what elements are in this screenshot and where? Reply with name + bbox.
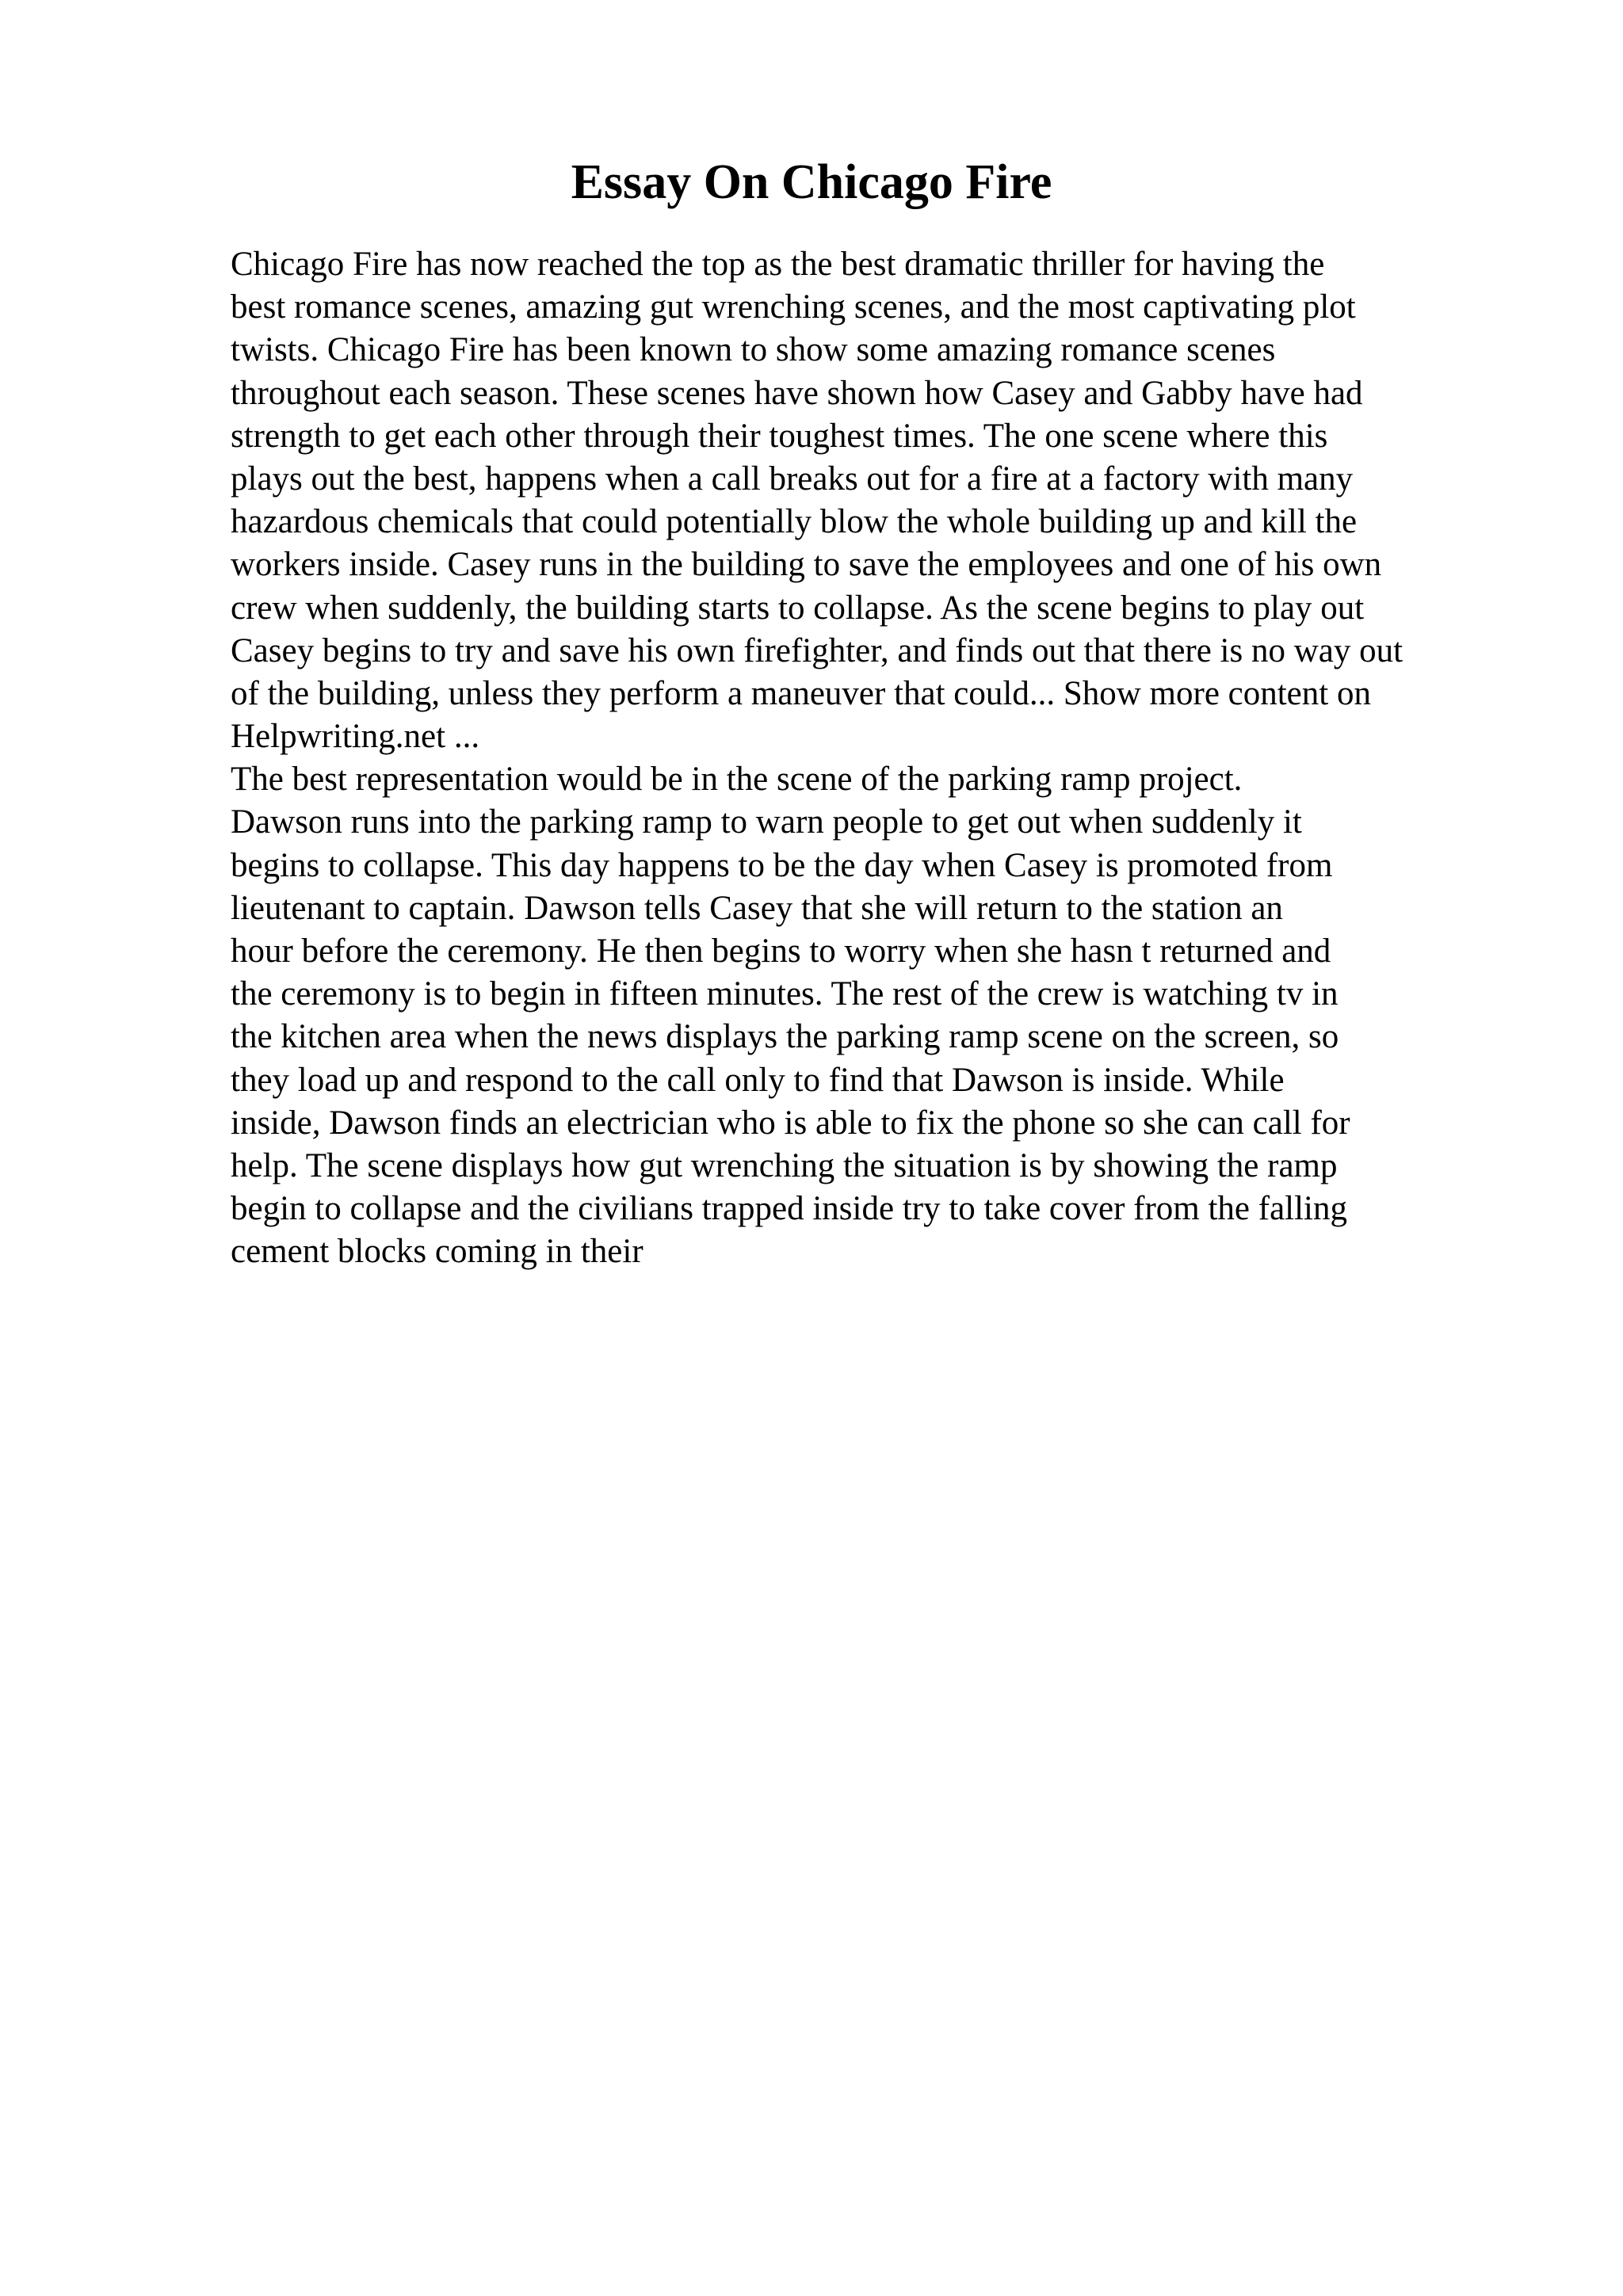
text-line: plays out the best, happens when a call breaks out for a fire at a factory with many xyxy=(231,460,1354,498)
text-line: the kitchen area when the news displays the parking ramp scene on the screen, so xyxy=(231,1018,1339,1056)
text-line: begins to collapse. This day happens to be the day when Casey is promoted from xyxy=(231,846,1333,884)
text-line: cement blocks coming in their xyxy=(231,1233,643,1271)
text-line: help. The scene displays how gut wrenching the situation is by showing the ramp xyxy=(231,1146,1338,1184)
text-line: of the building, unless they perform a maneuver that could... Show more content on xyxy=(231,674,1371,712)
text-line: twists. Chicago Fire has been known to show some amazing romance scenes xyxy=(231,331,1276,369)
text-line: Helpwriting.net ... xyxy=(231,718,480,756)
text-line: lieutenant to captain. Dawson tells Casey that she will return to the station an xyxy=(231,889,1283,927)
text-line: the ceremony is to begin in fifteen minutes. The rest of the crew is watching tv in xyxy=(231,975,1338,1013)
text-line: best romance scenes, amazing gut wrenching scenes, and the most captivating plot xyxy=(231,288,1356,326)
text-line: workers inside. Casey runs in the building to save the employees and one of his own xyxy=(231,546,1382,584)
text-line: Casey begins to try and save his own firefighter, and finds out that there is no way out xyxy=(231,631,1403,669)
text-line: begin to collapse and the civilians trapped inside try to take cover from the falling xyxy=(231,1190,1348,1228)
text-line: The best representation would be in the scene of the parking ramp project. xyxy=(231,761,1243,799)
text-line: strength to get each other through their toughest times. The one scene where this xyxy=(231,417,1328,455)
text-line: hour before the ceremony. He then begins to worry when she hasn t returned and xyxy=(231,933,1331,970)
essay-body xyxy=(231,243,1594,1274)
document-title: Essay On Chicago Fire xyxy=(571,155,1052,209)
text-line: Dawson runs into the parking ramp to warn people to get out when suddenly it xyxy=(231,803,1302,841)
text-line: throughout each season. These scenes have shown how Casey and Gabby have had xyxy=(231,374,1363,412)
text-line: Chicago Fire has now reached the top as the best dramatic thriller for having the xyxy=(231,246,1325,283)
text-line: hazardous chemicals that could potentially blow the whole building up and kill the xyxy=(231,503,1358,541)
text-line: they load up and respond to the call only to find that Dawson is inside. While xyxy=(231,1061,1285,1099)
text-line: inside, Dawson finds an electrician who is able to fix the phone so she can call for xyxy=(231,1104,1350,1142)
text-line: crew when suddenly, the building starts to collapse. As the scene begins to play out xyxy=(231,589,1365,627)
